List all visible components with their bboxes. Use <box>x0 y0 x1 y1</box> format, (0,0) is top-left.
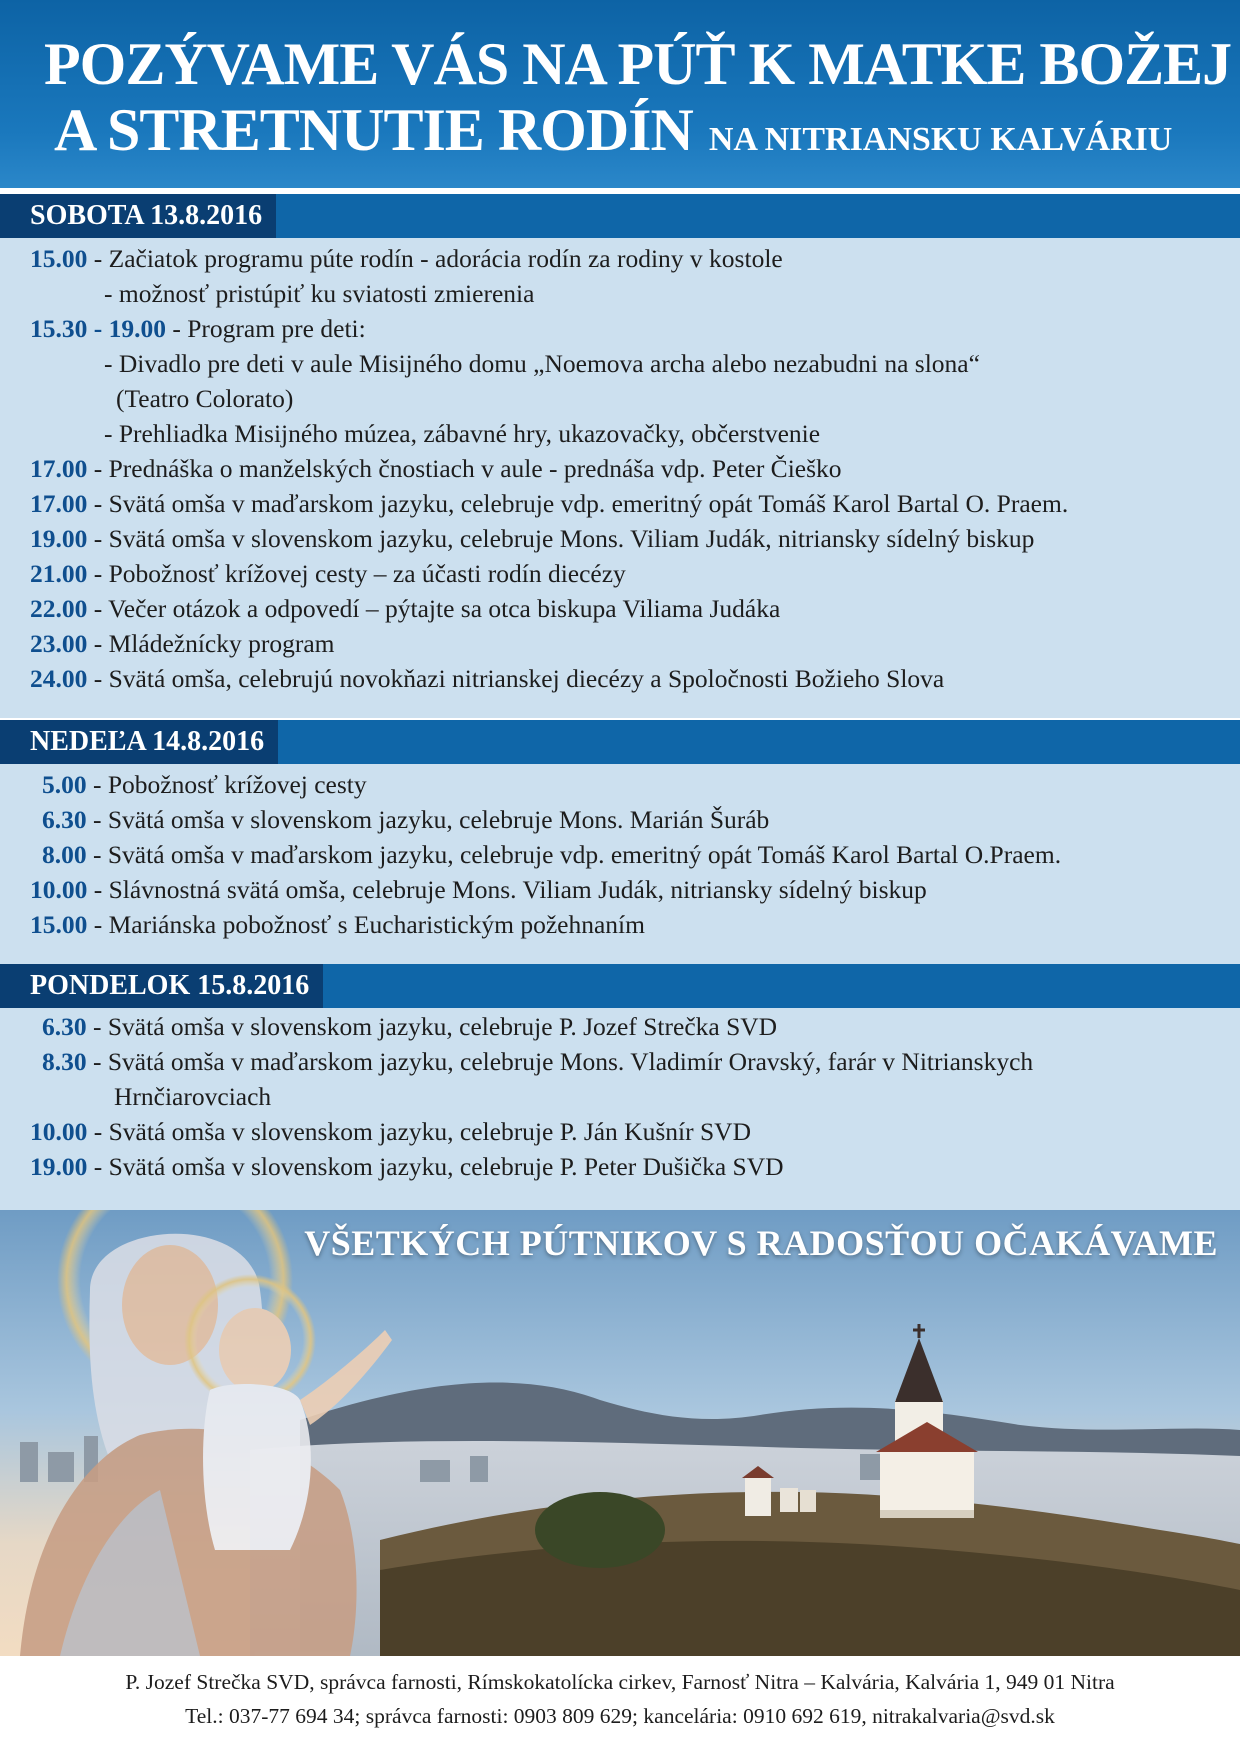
schedule-time: 6.30 <box>42 1012 87 1041</box>
monday-heading: PONDELOK 15.8.2016 <box>0 964 323 1008</box>
title-subtitle: NA NITRIANSKU KALVÁRIU <box>708 121 1173 158</box>
schedule-text: - Divadlo pre deti v aule Misijného domu „Noemova archa alebo nezabudni na slona“ <box>104 349 980 378</box>
schedule-item <box>30 489 1068 519</box>
schedule-item <box>30 1117 751 1147</box>
schedule-item <box>30 629 335 659</box>
schedule-item <box>42 840 1061 870</box>
schedule-item <box>104 349 980 379</box>
schedule-time: 22.00 <box>30 594 88 623</box>
schedule-time: 19.00 <box>30 524 88 553</box>
schedule-item <box>30 910 645 940</box>
welcome-tagline: VŠETKÝCH PÚTNIKOV S RADOSŤOU OČAKÁVAME <box>304 1223 1218 1263</box>
schedule-time: 6.30 <box>42 805 87 834</box>
schedule-time: 15.30 - 19.00 <box>30 314 166 343</box>
footer-phones: Tel.: 037-77 694 34; správca farnosti: 0903 809 629; kancelária: 0910 692 619, nitrakalvaria@svd.sk <box>185 1704 1055 1728</box>
schedule-text: - Prednáška o manželských čnostiach v aule - prednáša vdp. Peter Čieško <box>87 454 842 483</box>
schedule-text: - Svätá omša v maďarskom jazyku, celebruje Mons. Vladimír Oravský, farár v Nitrianskych <box>86 1047 1034 1076</box>
monday-section-bar <box>0 964 1240 1008</box>
schedule-time: 21.00 <box>30 559 88 588</box>
schedule-item <box>42 770 367 800</box>
schedule-text: - Svätá omša v slovenskom jazyku, celebruje P. Jozef Strečka SVD <box>86 1012 778 1041</box>
sunday-section-bar <box>0 720 1240 764</box>
schedule-text: - Svätá omša v slovenskom jazyku, celebruje Mons. Marián Šuráb <box>86 805 770 834</box>
schedule-text: - Svätá omša v slovenskom jazyku, celebruje P. Peter Dušička SVD <box>87 1152 784 1181</box>
schedule-text: - Mládežnícky program <box>87 629 335 658</box>
schedule-item <box>42 1012 777 1042</box>
schedule-time: 15.00 <box>30 244 88 273</box>
schedule-text: - Pobožnosť krížovej cesty – za účasti rodín diecézy <box>87 559 626 588</box>
schedule-time: 17.00 <box>30 489 88 518</box>
schedule-time: 19.00 <box>30 1152 88 1181</box>
page-title-line-2 <box>54 96 1172 165</box>
schedule-text: - možnosť pristúpiť ku sviatosti zmierenia <box>104 279 535 308</box>
saturday-section-bar <box>0 194 1240 238</box>
sunday-heading: NEDEĽA 14.8.2016 <box>0 720 278 764</box>
footer-address: P. Jozef Strečka SVD, správca farnosti, Rímskokatolícka cirkev, Farnosť Nitra – Kalvária, Kalvária 1, 949 01 Nitra <box>125 1670 1115 1694</box>
schedule-item <box>104 279 534 309</box>
schedule-item <box>30 594 780 624</box>
schedule-item <box>30 244 783 274</box>
monday-schedule <box>0 1008 1240 1210</box>
schedule-item <box>42 1047 1033 1077</box>
schedule-time: 10.00 <box>30 1117 88 1146</box>
schedule-item <box>30 559 626 589</box>
landscape-illustration <box>0 1210 1240 1656</box>
sunday-schedule <box>0 764 1240 964</box>
schedule-text: Hrnčiarovciach <box>114 1082 272 1111</box>
schedule-time: 8.30 <box>42 1047 87 1076</box>
schedule-time: 10.00 <box>30 875 88 904</box>
schedule-text: - Mariánska pobožnosť s Eucharistickým požehnaním <box>87 910 645 939</box>
schedule-time: 17.00 <box>30 454 88 483</box>
schedule-item <box>30 314 366 344</box>
schedule-text: - Svätá omša v maďarskom jazyku, celebruje vdp. emeritný opát Tomáš Karol Bartal O. Praem. <box>87 489 1069 518</box>
schedule-text: - Večer otázok a odpovedí – pýtajte sa otca biskupa Viliama Judáka <box>87 594 781 623</box>
schedule-time: 8.00 <box>42 840 87 869</box>
saturday-heading: SOBOTA 13.8.2016 <box>0 194 276 238</box>
schedule-time: 5.00 <box>42 770 87 799</box>
schedule-text: - Svätá omša v slovenskom jazyku, celebruje P. Ján Kušnír SVD <box>87 1117 751 1146</box>
schedule-text: - Svätá omša v slovenskom jazyku, celebruje Mons. Viliam Judák, nitriansky sídelný biskup <box>87 524 1035 553</box>
title-main: A STRETNUTIE RODÍN <box>54 97 693 163</box>
schedule-item <box>114 1082 271 1112</box>
header-banner <box>0 0 1240 188</box>
schedule-text: - Svätá omša v maďarskom jazyku, celebruje vdp. emeritný opát Tomáš Karol Bartal O.Praem. <box>86 840 1062 869</box>
schedule-text: - Svätá omša, celebrujú novokňazi nitrianskej diecézy a Spoločnosti Božieho Slova <box>87 664 945 693</box>
schedule-time: 24.00 <box>30 664 88 693</box>
schedule-item <box>104 419 820 449</box>
schedule-item <box>116 384 293 414</box>
schedule-text: - Prehliadka Misijného múzea, zábavné hry, ukazovačky, občerstvenie <box>104 419 821 448</box>
schedule-text: - Program pre deti: <box>166 314 366 343</box>
schedule-text: - Začiatok programu púte rodín - adorácia rodín za rodiny v kostole <box>87 244 783 273</box>
schedule-item <box>30 454 842 484</box>
schedule-time: 15.00 <box>30 910 88 939</box>
schedule-item <box>30 1152 784 1182</box>
schedule-item <box>30 664 944 694</box>
schedule-time: 23.00 <box>30 629 88 658</box>
schedule-item <box>30 875 927 905</box>
schedule-item <box>42 805 769 835</box>
saturday-schedule <box>0 238 1240 718</box>
page-title-line-1: POZÝVAME VÁS NA PÚŤ K MATKE BOŽEJ <box>44 31 1232 97</box>
calvary-landscape-image <box>0 1210 1240 1656</box>
contact-footer <box>0 1656 1240 1754</box>
schedule-text: (Teatro Colorato) <box>116 384 294 413</box>
schedule-text: - Slávnostná svätá omša, celebruje Mons. Viliam Judák, nitriansky sídelný biskup <box>87 875 927 904</box>
schedule-text: - Pobožnosť krížovej cesty <box>86 770 367 799</box>
schedule-item <box>30 524 1034 554</box>
